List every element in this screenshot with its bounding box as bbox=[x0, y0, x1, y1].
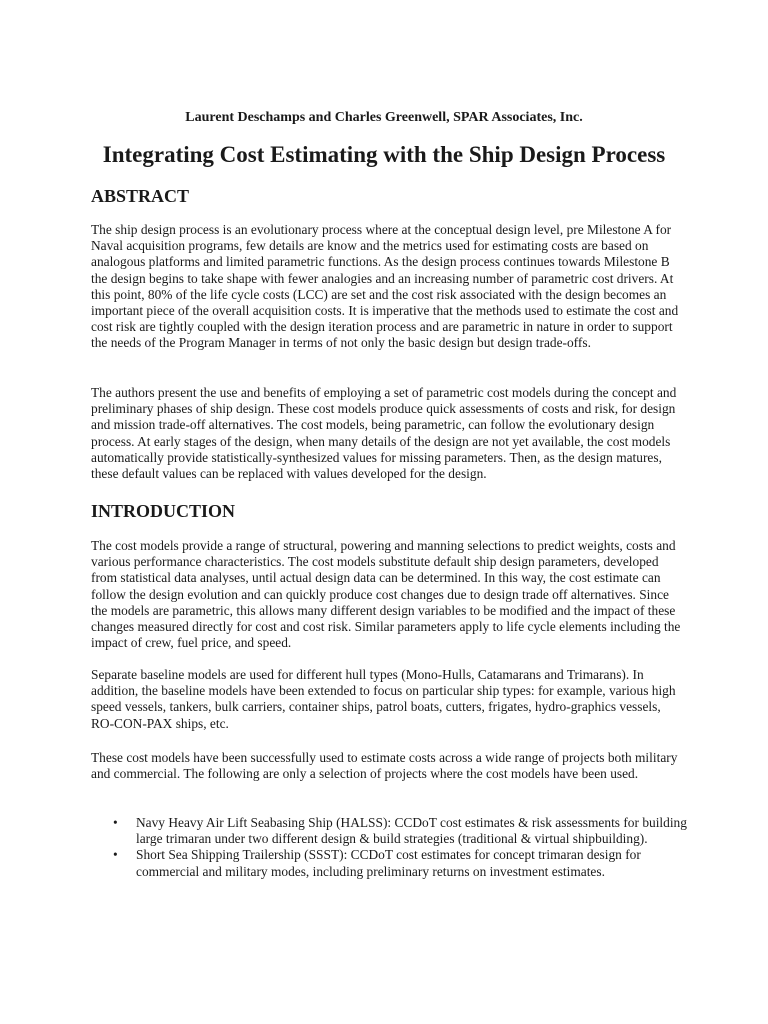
introduction-paragraph-3: These cost models have been successfully used to estimate costs across a wide range of projects both military and commercial. The following are only a selection of projects where the cost models have been used. bbox=[91, 750, 678, 782]
introduction-paragraph-1: The cost models provide a range of structural, powering and manning selections to predict weights, costs and various performance characteristics. The cost models substitute default ship design parameters, developed from statistical data analyses, until actual design data can be determined. In this way, the cost estimate can follow the design evolution and can quickly produce cost changes due to design trade off alternatives. Since the models are parametric, this allows many different design variables to be modified and the impact of these changes measured directly for cost and cost risk. Similar parameters apply to life cycle elements including the impact of crew, fuel price, and speed. bbox=[91, 538, 681, 651]
list-item-text: Navy Heavy Air Lift Seabasing Ship (HALSS): CCDoT cost estimates & risk assessments for building large trimaran under two different design & build strategies (traditional & virtual shipbuilding). bbox=[136, 815, 687, 847]
introduction-paragraph-2: Separate baseline models are used for different hull types (Mono-Hulls, Catamarans and Trimarans). In addition, the baseline models have been extended to focus on particular ship types: for example, various high speed vessels, tankers, bulk carriers, container ships, patrol boats, cutters, frigates, hydro-graphics vessels, RO-CON-PAX ships, etc. bbox=[91, 667, 676, 731]
bullet-icon: • bbox=[113, 847, 118, 863]
introduction-heading: INTRODUCTION bbox=[91, 501, 236, 521]
author-line: Laurent Deschamps and Charles Greenwell, SPAR Associates, Inc. bbox=[185, 110, 583, 125]
bullet-icon: • bbox=[113, 815, 118, 830]
abstract-paragraph-2: The authors present the use and benefits of employing a set of parametric cost models during the concept and preliminary phases of ship design. These cost models produce quick assessments of costs and risk, for design and mission trade-off alternatives. The cost models, being parametric, can follow the evolutionary design process. At early stages of the design, when many details of the design are not yet available, the cost models automatically provide statistically-synthesized values for missing parameters. Then, as the design matures, these default values can be replaced with values developed for the design. bbox=[91, 385, 677, 482]
list-item bbox=[91, 815, 691, 847]
abstract-heading: ABSTRACT bbox=[91, 186, 190, 206]
paper-title: Integrating Cost Estimating with the Ship Design Process bbox=[102, 142, 666, 167]
list-item-text: Short Sea Shipping Trailership (SSST): CCDoT cost estimates for concept trimaran design for commercial and military modes, including preliminary returns on investment estimates. bbox=[136, 847, 641, 879]
abstract-paragraph-1: The ship design process is an evolutionary process where at the conceptual design level, pre Milestone A for Naval acquisition programs, few details are know and the metrics used for estimating costs are based on analogous platforms and limited parametric functions. As the design process continues towards Milestone B the design begins to take shape with fewer analogies and an increasing number of parametric cost drivers. At this point, 80% of the life cycle costs (LCC) are set and the cost risk associated with the design becomes an important piece of the overall acquisition costs. It is imperative that the methods used to estimate the cost and cost risk are tightly coupled with the design iteration process and are parametric in nature in order to support the needs of the Program Manager in terms of not only the basic design but design trade-offs. bbox=[91, 222, 679, 351]
list-item bbox=[91, 847, 691, 879]
project-bullet-list bbox=[91, 815, 691, 880]
